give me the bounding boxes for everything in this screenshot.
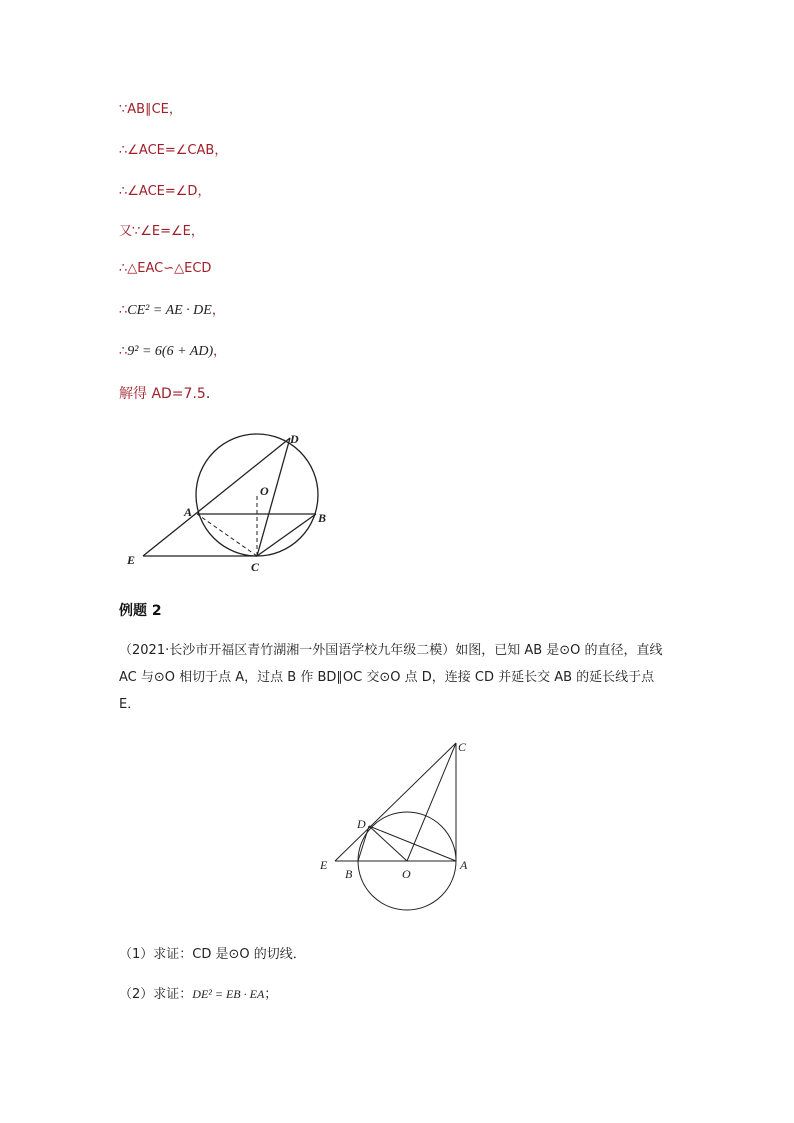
label-o: O [402,867,411,881]
equation-ce-squared: CE² = AE · DE [127,303,212,318]
equation-nine-squared: 9² = 6(6 + AD) [127,344,214,359]
label-a: A [184,505,193,519]
label-a: A [460,858,468,872]
label-e: E [127,553,136,567]
problem-statement: （2021·长沙市开福区青竹湖湘一外国语学校九年级二模）如图，已知 AB 是⊙O 的直径，直线 AC 与⊙O 相切于点 A，过点 B 作 BD∥OC 交⊙O 点 D，连接 CD 并延长交 AB 的延长线于点 E． [119,643,663,712]
label-b: B [318,511,327,525]
label-c: C [251,560,260,574]
solution-line-1: ∵AB∥CE， [119,102,182,117]
question-2: （2）求证：DE² = EB · EA； [119,987,278,1002]
geometry-figure-2 [315,733,485,918]
label-d: D [357,817,366,831]
solution-line-7: ∴9² = 6(6 + AD)， [119,344,227,359]
geometry-figure-1 [115,425,345,585]
label-e: E [320,858,328,872]
example-title: 例题 2 [119,603,162,619]
label-o: O [260,484,269,498]
solution-line-3: ∴∠ACE=∠D， [119,184,211,199]
label-d: D [290,432,299,446]
solution-line-8: 解得 AD=7.5. [119,386,211,402]
solution-line-4: 又∵∠E=∠E， [119,224,204,239]
equation-de-squared: DE² = EB · EA [192,987,265,1001]
solution-line-5: ∴△EAC∽△ECD [119,261,212,276]
label-c: C [458,740,467,754]
question-1: （1）求证：CD 是⊙O 的切线． [119,947,306,962]
label-b: B [345,867,353,881]
solution-line-2: ∴∠ACE=∠CAB， [119,143,228,158]
solution-line-6: ∴CE² = AE · DE， [119,303,225,318]
